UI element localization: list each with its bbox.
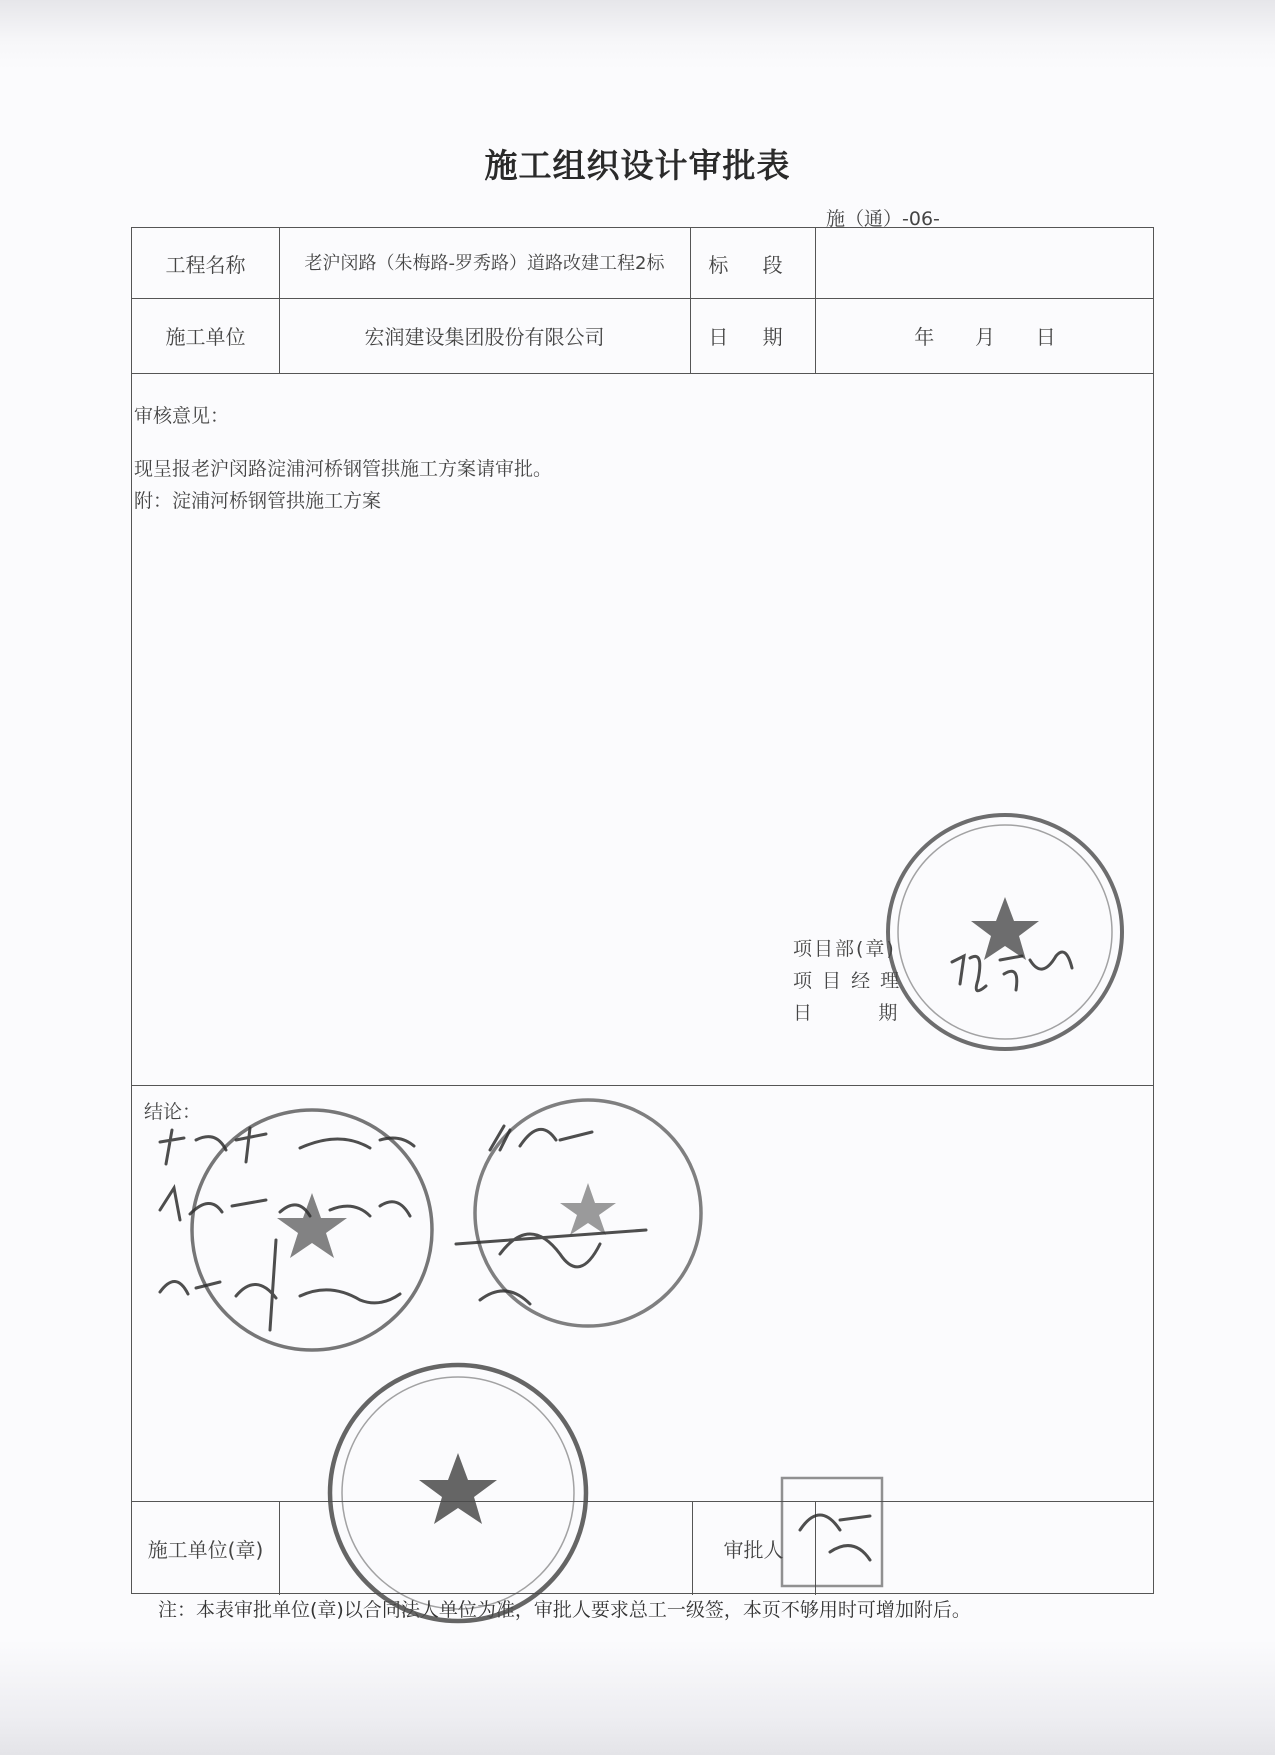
approval-form-table <box>131 227 1154 1594</box>
contractor-value: 宏润建设集团股份有限公司 <box>364 325 605 349</box>
page-title: 施工组织设计审批表 <box>484 146 791 185</box>
conclusion-label: 结论： <box>144 1101 202 1123</box>
section-value <box>815 228 1155 298</box>
scan-shadow-top <box>0 0 1275 70</box>
date-value: 年 月 日 <box>914 325 1056 349</box>
project-name-value: 老沪闵路（朱梅路-罗秀路）道路改建工程2标 <box>304 252 665 274</box>
row-divider <box>132 1085 1153 1086</box>
col-divider <box>815 1501 816 1595</box>
manager-label: 项 目 经 理 <box>793 970 902 992</box>
approver-label: 审批人 <box>723 1537 784 1562</box>
date-label: 日 期 <box>708 325 797 349</box>
review-date-label: 日 期 <box>793 1002 900 1024</box>
review-line-1: 现呈报老沪闵路淀浦河桥钢管拱施工方案请审批。 <box>134 458 553 480</box>
project-name-label: 工程名称 <box>165 252 246 277</box>
footnote: 注：本表审批单位(章)以合同法人单位为准，审批人要求总工一级签，本页不够用时可增加附后。 <box>158 1599 971 1621</box>
contractor-label: 施工单位 <box>165 325 246 349</box>
form-code: 施（通）-06- <box>826 208 940 230</box>
section-label: 标 段 <box>708 252 797 277</box>
project-dept-label: 项目部(章) <box>793 938 896 960</box>
col-divider <box>279 1501 280 1595</box>
contractor-seal-label: 施工单位(章) <box>147 1537 264 1562</box>
row-divider <box>132 373 1153 374</box>
review-line-2: 附：淀浦河桥钢管拱施工方案 <box>134 490 382 512</box>
review-label: 审核意见： <box>134 405 230 427</box>
scan-shadow-bottom <box>0 1640 1275 1755</box>
row-divider <box>132 1501 1153 1502</box>
